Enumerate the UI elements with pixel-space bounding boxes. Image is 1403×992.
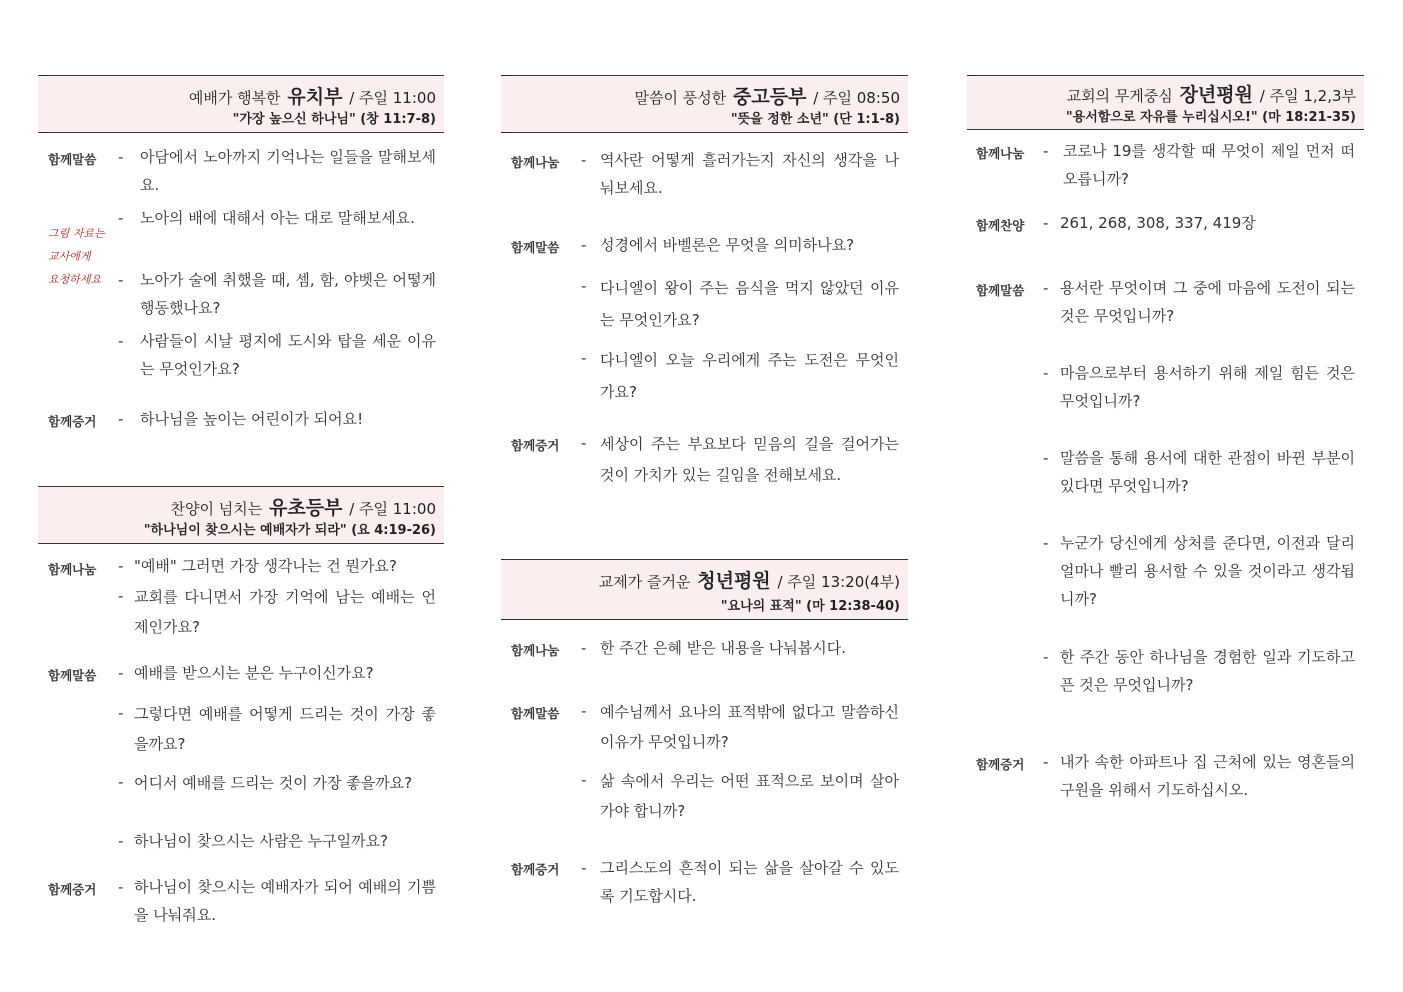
yuchi-title: 예배가 행복한 유치부 / 주일 11:00: [188, 86, 436, 108]
jangnyeon-label-share: 함께나눔: [976, 146, 1025, 161]
yuchi-header: [38, 75, 444, 133]
cheongnyeon-header: [501, 559, 908, 620]
cheongnyeon-word-item: 삶 속에서 우리는 어떤 표적으로 보이며 살아가야 합니까?: [600, 772, 899, 820]
list-dash: -: [118, 271, 124, 289]
jangnyeon-word-item: 용서란 무엇이며 그 중에 마음에 도전이 되는 것은 무엇입니까?: [1060, 279, 1355, 325]
junggo-label-share: 함께나눔: [511, 155, 560, 170]
jangnyeon-share-item: 코로나 19를 생각할 때 무엇이 제일 먼저 떠오릅니까?: [1063, 142, 1355, 188]
junggo-label-word: 함께말씀: [511, 240, 560, 255]
list-dash: -: [1043, 648, 1049, 666]
yuchi-word-item: 노아가 술에 취했을 때, 셈, 함, 야벳은 어떻게 행동했나요?: [140, 271, 436, 317]
list-dash: -: [118, 587, 124, 605]
jangnyeon-word-item: 말씀을 통해 용서에 대한 관점이 바뀐 부분이 있다면 무엇입니까?: [1060, 449, 1355, 495]
yucho-dept-name: 유초등부: [268, 497, 343, 519]
list-dash: -: [1043, 449, 1049, 467]
junggo-word-item: 성경에서 바벨론은 무엇을 의미하나요?: [600, 236, 855, 254]
yucho-word-item: 어디서 예배를 드리는 것이 가장 좋을까요?: [134, 774, 413, 792]
yuchi-dept-name: 유치부: [287, 86, 343, 108]
yucho-theme: "하나님이 찾으시는 예배자가 되라" (요 4:19-26): [143, 523, 436, 538]
list-dash: -: [118, 773, 124, 791]
junggo-witness-item: 세상이 주는 부요보다 믿음의 길을 걸어가는 것이 가치가 있는 길임을 전해보세요.: [600, 435, 899, 484]
list-dash: -: [1043, 364, 1049, 382]
jangnyeon-praise-item: 261, 268, 308, 337, 419장: [1060, 214, 1256, 232]
cheongnyeon-label-word: 함께말씀: [511, 706, 560, 721]
junggo-label-witness: 함께증거: [511, 438, 560, 453]
yucho-label-witness: 함께증거: [48, 882, 97, 897]
yucho-header: [38, 486, 444, 544]
jangnyeon-dept-name: 장년평원: [1179, 84, 1253, 106]
cheongnyeon-label-share: 함께나눔: [511, 643, 560, 658]
yuchi-theme: "가장 높으신 하나님" (창 11:7-8): [232, 112, 436, 127]
junggo-theme: "뜻을 정한 소년" (단 1:1-8): [730, 112, 900, 127]
jangnyeon-word-item: 한 주간 동안 하나님을 경험한 일과 기도하고픈 것은 무엇입니까?: [1060, 648, 1355, 694]
yucho-word-item: 그렇다면 예배를 어떻게 드리는 것이 가장 좋을까요?: [134, 705, 436, 753]
yucho-label-word: 함께말씀: [48, 668, 97, 683]
list-dash: -: [581, 859, 587, 877]
list-dash: -: [581, 236, 587, 254]
list-dash: -: [1043, 534, 1049, 552]
yuchi-word-item: 노아의 배에 대해서 아는 대로 말해보세요.: [140, 209, 415, 227]
junggo-dept-name: 중고등부: [732, 86, 807, 108]
list-dash: -: [581, 277, 587, 295]
list-dash: -: [118, 878, 124, 896]
list-dash: -: [1043, 279, 1049, 297]
list-dash: -: [1043, 142, 1049, 160]
list-dash: -: [581, 771, 587, 789]
yucho-word-item: 하나님이 찾으시는 사람은 누구일까요?: [134, 832, 389, 850]
jangnyeon-label-praise: 함께찬양: [976, 218, 1025, 233]
junggo-title: 말씀이 풍성한 중고등부 / 주일 08:50: [634, 86, 900, 108]
yuchi-word-item: 사람들이 시날 평지에 도시와 탑을 세운 이유는 무엇인가요?: [140, 332, 436, 378]
list-dash: -: [581, 151, 587, 169]
list-dash: -: [118, 557, 124, 575]
cheongnyeon-title: 교제가 즐거운 청년평원 / 주일 13:20(4부): [598, 570, 900, 592]
jangnyeon-word-item: 누군가 당신에게 상처를 준다면, 이전과 달리 얼마나 빨리 용서할 수 있을 것이라고 생각됩니까?: [1060, 534, 1355, 608]
list-dash: -: [581, 349, 587, 367]
cheongnyeon-label-witness: 함께증거: [511, 862, 560, 877]
yucho-share-item: 교회를 다니면서 가장 기억에 남는 예배는 언제인가요?: [134, 588, 436, 636]
list-dash: -: [118, 332, 124, 350]
yucho-label-share: 함께나눔: [48, 562, 97, 577]
jangnyeon-witness-item: 내가 속한 아파트나 집 근처에 있는 영혼들의 구원을 위해서 기도하십시오.: [1060, 753, 1355, 799]
jangnyeon-word-item: 마음으로부터 용서하기 위해 제일 힘든 것은 무엇입니까?: [1060, 364, 1355, 410]
list-dash: -: [1043, 214, 1049, 232]
cheongnyeon-dept-name: 청년평원: [697, 570, 771, 592]
junggo-word-item: 다니엘이 오늘 우리에게 주는 도전은 무엇인가요?: [600, 351, 899, 401]
yucho-title: 찬양이 넘치는 유초등부 / 주일 11:00: [170, 497, 436, 519]
list-dash: -: [118, 148, 124, 166]
yuchi-label-witness: 함께증거: [48, 414, 97, 429]
jangnyeon-header: [967, 75, 1364, 130]
cheongnyeon-word-item: 예수님께서 요나의 표적밖에 없다고 말씀하신 이유가 무엇입니까?: [600, 703, 899, 751]
list-dash: -: [581, 639, 587, 657]
yucho-word-item: 예배를 받으시는 분은 누구이신가요?: [134, 664, 374, 682]
cheongnyeon-theme: "요나의 표적" (마 12:38-40): [720, 599, 900, 614]
list-dash: -: [581, 434, 587, 452]
jangnyeon-label-word: 함께말씀: [976, 283, 1025, 298]
list-dash: -: [581, 702, 587, 720]
junggo-share-item: 역사란 어떻게 흘러가는지 자신의 생각을 나눠보세요.: [600, 151, 899, 197]
yuchi-word-item: 아담에서 노아까지 기억나는 일들을 말해보세요.: [140, 148, 436, 194]
yuchi-label-word: 함께말씀: [48, 152, 97, 167]
list-dash: -: [118, 209, 124, 227]
jangnyeon-label-witness: 함께증거: [976, 757, 1025, 772]
yucho-witness-item: 하나님이 찾으시는 예배자가 되어 예배의 기쁨을 나눠줘요.: [134, 878, 436, 924]
list-dash: -: [118, 410, 124, 428]
yuchi-note: 그림 자료는 교사에게 요청하세요: [48, 227, 105, 286]
jangnyeon-title: 교회의 무게중심 장년평원 / 주일 1,2,3부: [1066, 84, 1356, 106]
junggo-header: [501, 75, 908, 133]
cheongnyeon-witness-item: 그리스도의 흔적이 되는 삶을 살아갈 수 있도록 기도합시다.: [600, 859, 899, 905]
list-dash: -: [1043, 753, 1049, 771]
list-dash: -: [118, 832, 124, 850]
jangnyeon-theme: "용서함으로 자유를 누리십시오!" (마 18:21-35): [1065, 110, 1356, 125]
yucho-share-item: "예배" 그러면 가장 생각나는 건 뭔가요?: [134, 557, 397, 575]
yuchi-witness-item: 하나님을 높이는 어린이가 되어요!: [140, 410, 364, 428]
junggo-word-item: 다니엘이 왕이 주는 음식을 먹지 않았던 이유는 무엇인가요?: [600, 279, 899, 329]
list-dash: -: [118, 664, 124, 682]
list-dash: -: [118, 704, 124, 722]
cheongnyeon-share-item: 한 주간 은혜 받은 내용을 나눠봅시다.: [600, 639, 846, 657]
